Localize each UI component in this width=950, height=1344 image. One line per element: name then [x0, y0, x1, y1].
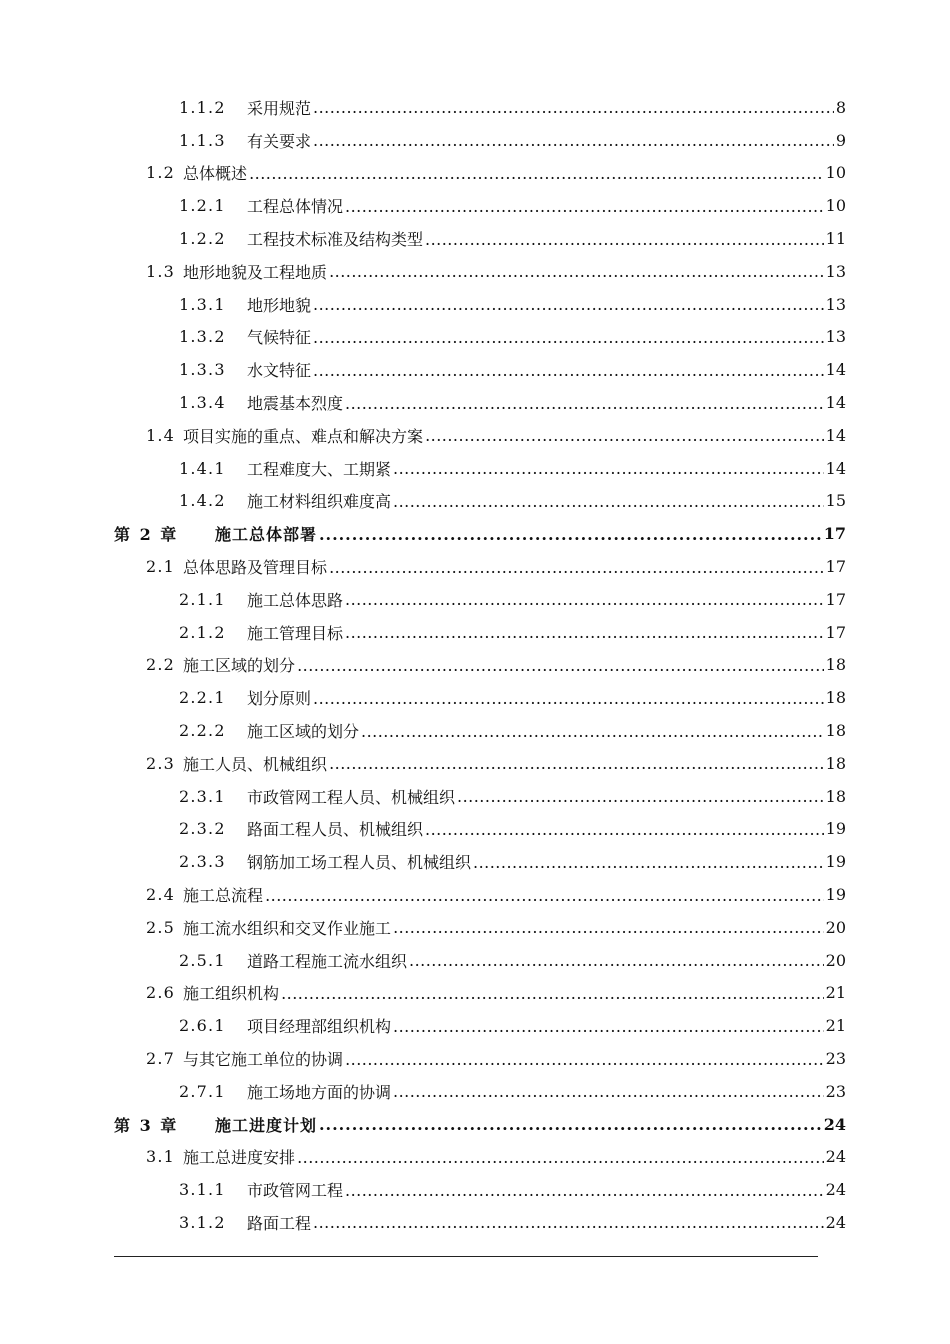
toc-entry-number: 2.1.2	[179, 622, 226, 642]
toc-entry-page-number: 20	[825, 917, 846, 937]
dot-leader	[345, 197, 824, 217]
toc-entry-number: 1.4.2	[179, 491, 226, 511]
toc-entry-page-number: 13	[825, 327, 846, 347]
dot-leader	[297, 1148, 824, 1168]
toc-entry-number: 2.1.1	[179, 589, 226, 609]
toc-entry-number: 3.1.1	[179, 1180, 226, 1200]
dot-leader	[313, 98, 834, 118]
dot-leader	[313, 295, 824, 315]
toc-entry[interactable]	[0, 1141, 950, 1174]
toc-entry-page-number: 9	[835, 130, 846, 150]
toc-entry-page-number: 10	[825, 196, 846, 216]
toc-entry-number: 2.3.3	[179, 852, 226, 872]
toc-entry-page-number: 19	[825, 819, 846, 839]
toc-entry-title: 地形地貌	[247, 295, 312, 315]
toc-entry-number: 1.3.4	[179, 393, 226, 413]
toc-entry-title: 项目实施的重点、难点和解决方案	[183, 426, 424, 446]
dot-leader	[313, 131, 834, 151]
dot-leader	[297, 656, 824, 676]
toc-entry-page-number: 14	[825, 425, 846, 445]
toc-entry-title: 有关要求	[247, 131, 312, 151]
toc-entry-number: 2.3.1	[179, 786, 226, 806]
toc-entry[interactable]	[0, 91, 950, 124]
toc-entry-number: 第 2 章	[114, 525, 179, 545]
toc-entry-page-number: 19	[825, 885, 846, 905]
toc-entry-title: 路面工程	[247, 1213, 312, 1233]
toc-entry-number: 2.2	[146, 655, 176, 675]
toc-entry-number: 2.6	[146, 983, 176, 1003]
toc-entry-title: 气候特征	[247, 328, 312, 348]
toc-entry-page-number: 21	[825, 983, 846, 1003]
toc-entry[interactable]	[0, 386, 950, 419]
toc-entry-number: 1.1.2	[179, 97, 226, 117]
toc-entry-title: 工程难度大、工期紧	[247, 459, 392, 479]
toc-entry-page-number: 13	[825, 294, 846, 314]
toc-entry-page-number: 15	[825, 491, 846, 511]
dot-leader	[313, 689, 824, 709]
dot-leader	[425, 820, 824, 840]
toc-entry[interactable]	[0, 747, 950, 780]
table-of-contents	[0, 91, 950, 1239]
toc-entry-page-number: 18	[825, 688, 846, 708]
dot-leader	[425, 230, 824, 250]
toc-entry-page-number: 18	[825, 721, 846, 741]
toc-entry-number: 3.1	[146, 1147, 176, 1167]
dot-leader	[361, 722, 824, 742]
toc-entry-number: 2.3	[146, 753, 176, 773]
toc-entry[interactable]	[0, 288, 950, 321]
toc-entry-title: 总体概述	[183, 164, 248, 184]
dot-leader	[329, 262, 824, 282]
toc-entry[interactable]	[0, 550, 950, 583]
toc-entry-title: 采用规范	[247, 98, 312, 118]
toc-entry[interactable]	[0, 911, 950, 944]
toc-entry-number: 2.6.1	[179, 1016, 226, 1036]
toc-entry-number: 1.3.2	[179, 327, 226, 347]
dot-leader	[313, 328, 824, 348]
toc-entry-number: 2.5.1	[179, 950, 226, 970]
dot-leader	[345, 1181, 824, 1201]
toc-entry-page-number: 24	[823, 1114, 846, 1134]
toc-entry-title: 施工流水组织和交叉作业施工	[183, 918, 392, 938]
dot-leader	[319, 525, 822, 545]
toc-entry-page-number: 19	[825, 852, 846, 872]
toc-entry-number: 2.1	[146, 557, 176, 577]
toc-entry-number: 2.7.1	[179, 1081, 226, 1101]
toc-entry-title: 工程技术标准及结构类型	[247, 230, 424, 250]
dot-leader	[393, 918, 824, 938]
toc-entry-number: 2.7	[146, 1049, 176, 1068]
dot-leader	[319, 1115, 822, 1135]
dot-leader	[457, 787, 824, 807]
toc-entry-title: 划分原则	[247, 689, 312, 709]
toc-entry-title: 钢筋加工场工程人员、机械组织	[247, 853, 472, 873]
dot-leader	[345, 394, 824, 414]
toc-entry-title: 总体思路及管理目标	[183, 558, 328, 578]
toc-entry[interactable]	[0, 780, 950, 813]
toc-entry-number: 1.3.3	[179, 360, 226, 380]
toc-entry[interactable]	[0, 452, 950, 485]
toc-entry[interactable]	[0, 157, 950, 190]
dot-leader	[345, 590, 824, 610]
toc-entry-page-number: 8	[835, 97, 846, 117]
toc-entry-number: 1.1.3	[179, 130, 226, 150]
toc-entry-title: 施工材料组织难度高	[247, 492, 392, 512]
dot-leader	[345, 1050, 824, 1070]
toc-entry-page-number: 10	[825, 163, 846, 183]
toc-entry-title: 项目经理部组织机构	[247, 1017, 392, 1037]
toc-entry-number: 1.4.1	[179, 458, 226, 478]
toc-entry-number: 第 3 章	[114, 1115, 179, 1135]
toc-entry-title: 施工人员、机械组织	[183, 754, 328, 774]
toc-entry[interactable]	[0, 944, 950, 977]
toc-entry[interactable]	[0, 616, 950, 649]
toc-entry[interactable]	[0, 419, 950, 452]
toc-entry-title: 市政管网工程	[247, 1181, 344, 1201]
toc-entry[interactable]	[0, 1009, 950, 1042]
dot-leader	[313, 361, 824, 381]
toc-entry[interactable]	[0, 353, 950, 386]
dot-leader	[473, 853, 824, 873]
toc-entry-number: 1.2.2	[179, 229, 226, 249]
toc-entry[interactable]	[0, 485, 950, 518]
toc-entry-page-number: 24	[825, 1212, 846, 1232]
dot-leader	[393, 1017, 824, 1037]
toc-entry[interactable]	[0, 977, 950, 1010]
toc-entry-number: 2.4	[146, 885, 176, 905]
toc-entry-title: 水文特征	[247, 361, 312, 381]
toc-entry[interactable]	[0, 321, 950, 354]
toc-entry-title: 路面工程人员、机械组织	[247, 820, 424, 840]
toc-entry[interactable]	[0, 878, 950, 911]
toc-entry-number: 2.3.2	[179, 819, 226, 839]
toc-entry-number: 3.1.2	[179, 1212, 226, 1232]
toc-entry-title: 施工总体部署	[215, 525, 318, 545]
toc-entry-number: 1.3	[146, 261, 176, 281]
toc-entry-page-number: 24	[825, 1147, 846, 1167]
toc-entry-title: 施工组织机构	[183, 984, 280, 1004]
toc-entry[interactable]	[0, 649, 950, 682]
toc-entry-page-number: 21	[825, 1016, 846, 1036]
dot-leader	[281, 984, 824, 1004]
dot-leader	[345, 623, 824, 643]
toc-entry[interactable]	[0, 517, 950, 550]
toc-entry[interactable]	[0, 714, 950, 747]
toc-entry[interactable]	[0, 1075, 950, 1108]
toc-entry[interactable]	[0, 1108, 950, 1141]
dot-leader	[425, 426, 824, 446]
toc-entry[interactable]	[0, 681, 950, 714]
toc-entry-title: 施工管理目标	[247, 623, 344, 643]
toc-entry-page-number: 14	[825, 360, 846, 380]
toc-entry-title: 施工进度计划	[215, 1115, 318, 1135]
dot-leader	[409, 951, 824, 971]
dot-leader	[265, 886, 824, 906]
toc-entry-page-number: 17	[823, 524, 846, 544]
toc-entry-page-number: 24	[825, 1180, 846, 1200]
dot-leader	[249, 164, 824, 184]
toc-entry-title: 施工总体思路	[247, 590, 344, 610]
toc-entry-number: 1.3.1	[179, 294, 226, 314]
toc-entry-title: 施工总进度安排	[183, 1148, 296, 1168]
dot-leader	[313, 1213, 824, 1233]
dot-leader	[329, 754, 824, 774]
dot-leader	[393, 1082, 824, 1102]
toc-entry-page-number: 18	[825, 753, 846, 773]
toc-entry-page-number: 13	[825, 261, 846, 281]
toc-entry-page-number: 14	[825, 393, 846, 413]
toc-entry-title: 与其它施工单位的协调	[183, 1050, 344, 1069]
toc-entry-title: 施工总流程	[183, 886, 264, 906]
toc-entry-page-number: 18	[825, 655, 846, 675]
toc-entry-title: 地形地貌及工程地质	[183, 262, 328, 282]
toc-entry[interactable]	[0, 813, 950, 846]
toc-entry-title: 地震基本烈度	[247, 394, 344, 414]
toc-entry-title: 市政管网工程人员、机械组织	[247, 787, 456, 807]
toc-entry[interactable]	[0, 583, 950, 616]
toc-entry[interactable]	[0, 189, 950, 222]
toc-entry-number: 2.2.2	[179, 721, 226, 741]
toc-entry-number: 1.2	[146, 163, 176, 183]
toc-entry-page-number: 17	[825, 589, 846, 609]
toc-entry-number: 2.2.1	[179, 688, 226, 708]
dot-leader	[393, 459, 824, 479]
toc-entry[interactable]	[0, 1042, 950, 1075]
toc-entry[interactable]	[0, 124, 950, 157]
toc-entry-title: 工程总体情况	[247, 197, 344, 217]
toc-entry[interactable]	[0, 255, 950, 288]
toc-entry-page-number: 17	[825, 557, 846, 577]
toc-entry-page-number: 14	[825, 458, 846, 478]
toc-entry[interactable]	[0, 222, 950, 255]
toc-entry-page-number: 23	[825, 1081, 846, 1101]
toc-entry[interactable]	[0, 1206, 950, 1239]
toc-entry-title: 施工场地方面的协调	[247, 1082, 392, 1102]
toc-entry-number: 2.5	[146, 917, 176, 937]
toc-entry-page-number: 20	[825, 950, 846, 970]
toc-entry-number: 1.4	[146, 425, 176, 445]
dot-leader	[393, 492, 824, 512]
toc-entry-title: 施工区域的划分	[183, 656, 296, 676]
toc-entry-page-number: 11	[825, 229, 846, 249]
toc-entry-page-number: 23	[825, 1049, 846, 1068]
dot-leader	[329, 558, 824, 578]
toc-entry-page-number: 18	[825, 786, 846, 806]
toc-entry-title: 施工区域的划分	[247, 722, 360, 742]
toc-entry-number: 1.2.1	[179, 196, 226, 216]
toc-entry[interactable]	[0, 1173, 950, 1206]
toc-entry-page-number: 17	[825, 622, 846, 642]
toc-entry[interactable]	[0, 845, 950, 878]
toc-entry-title: 道路工程施工流水组织	[247, 951, 408, 971]
footer-divider	[114, 1256, 818, 1257]
